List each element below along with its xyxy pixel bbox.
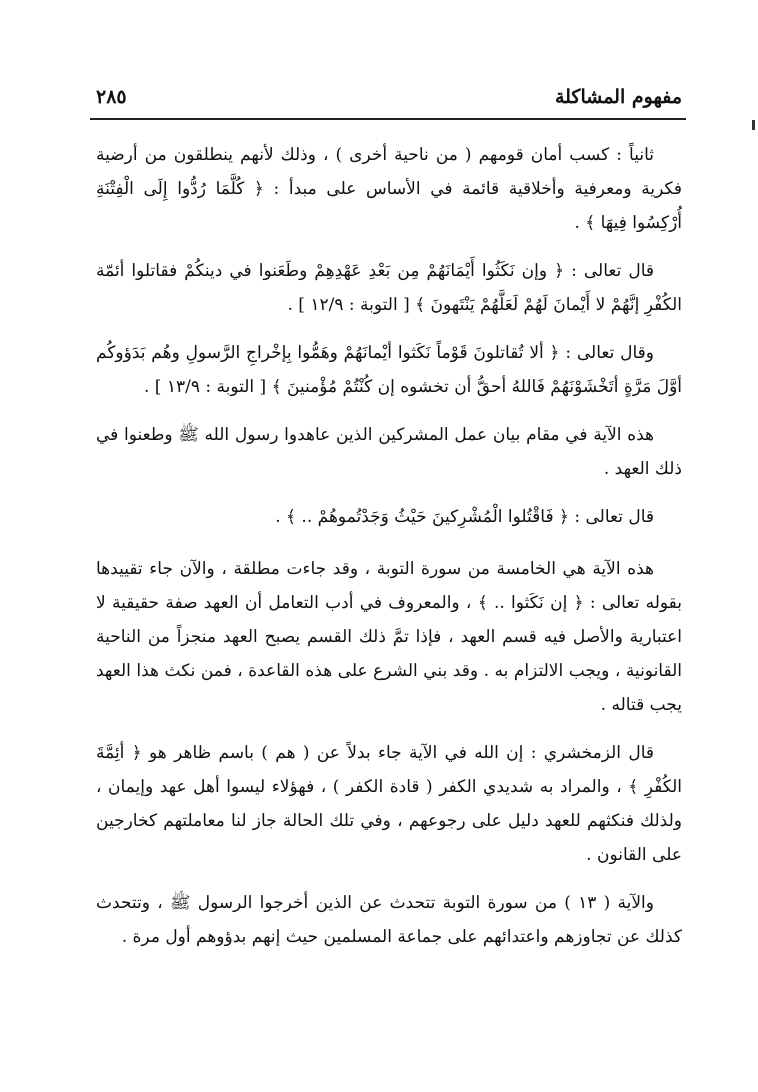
paragraph-verse-12: قال تعالى : ﴿ وإن نَكَثُوا أَيْمَانَهُمْ مِن بَعْدِ عَهْدِهِمْ وطَعَنوا في دينكُمْ فقاتلوا أئمّة الكُفْرِ إنَّهُمْ لا أَيْمانَ لَهُمْ لَعَلَّهُمْ يَنْتَهونَ ﴾ [ التوبة : ١٢/٩ ] . xyxy=(96,261,682,315)
edge-mark xyxy=(752,120,755,130)
paragraph-verse-5: قال تعالى : ﴿ فَاقْتُلوا الْمُشْرِكينَ حَيْثُ وَجَدْتُموهُمْ .. ﴾ . xyxy=(275,507,654,527)
paragraph-verse-13: وقال تعالى : ﴿ ألا تُقاتلونَ قَوْماً نَكَثوا أيْمانَهُمْ وهَمُّوا بِإخْراجِ الرَّسولِ وهُم بَدَؤوكُم أوَّلَ مَرَّةٍ أتَخْشَوْنَهُمْ فَاللهُ أحقُّ أن تخشوه إن كُنْتُمْ مُؤْمنينَ ﴾ [ التوبة : ١٣/٩ ] . xyxy=(96,343,682,397)
running-title: مفهوم المشاكلة xyxy=(554,86,682,108)
page-number: ٢٨٥ xyxy=(96,86,127,108)
paragraph-restriction: هذه الآية هي الخامسة من سورة التوبة ، وقد جاءت مطلقة ، والآن جاء تقييدها بقوله تعالى : ﴿ إن نَكَثوا .. ﴾ ، والمعروف في أدب التعامل أن العهد صفة حقيقية لا اعتبارية والأصل فيه قسم العهد ، فإذا تمَّ ذلك القسم يصبح العهد منجزاً من الناحية القانونية ، ويجب الالتزام به . وقد بني الشرع على هذه القاعدة ، فمن نكث هذا العهد يجب قتاله . xyxy=(96,559,682,715)
page-header xyxy=(96,84,682,116)
body-text xyxy=(96,138,682,968)
paragraph-verse-13-note: والآية ( ١٣ ) من سورة التوبة تتحدث عن الذين أخرجوا الرسول ﷺ ، وتتحدث كذلك عن تجاوزهم واعتدائهم على جماعة المسلمين حيث إنهم بدؤوهم أول مرة . xyxy=(96,893,682,947)
paragraph-zamakhshari: قال الزمخشري : إن الله في الآية جاء بدلاً عن ( هم ) باسم ظاهر هو ﴿ أئِمَّةَ الكُفْرِ ﴾ ، والمراد به شديدي الكفر ( قادة الكفر ) ، فهؤلاء ليسوا أهل عهد وإيمان ، ولذلك فنكثهم للعهد دليل على رجوعهم ، وفي تلك الحالة جاز لنا معاملتهم كخارجين على القانون . xyxy=(96,743,682,865)
header-rule xyxy=(90,118,686,120)
paragraph-secondly: ثانياً : كسب أمان قومهم ( من ناحية أخرى ) ، وذلك لأنهم ينطلقون من أرضية فكرية ومعرفية وأخلاقية قائمة في الأساس على مبدأ : ﴿ كُلَّمَا رُدُّوا إِلَى الْفِتْنَةِ أُرْكِسُوا فِيهَا ﴾ . xyxy=(96,145,682,233)
paragraph-verse-context: هذه الآية في مقام بيان عمل المشركين الذين عاهدوا رسول الله ﷺ وطعنوا في ذلك العهد . xyxy=(96,425,682,479)
